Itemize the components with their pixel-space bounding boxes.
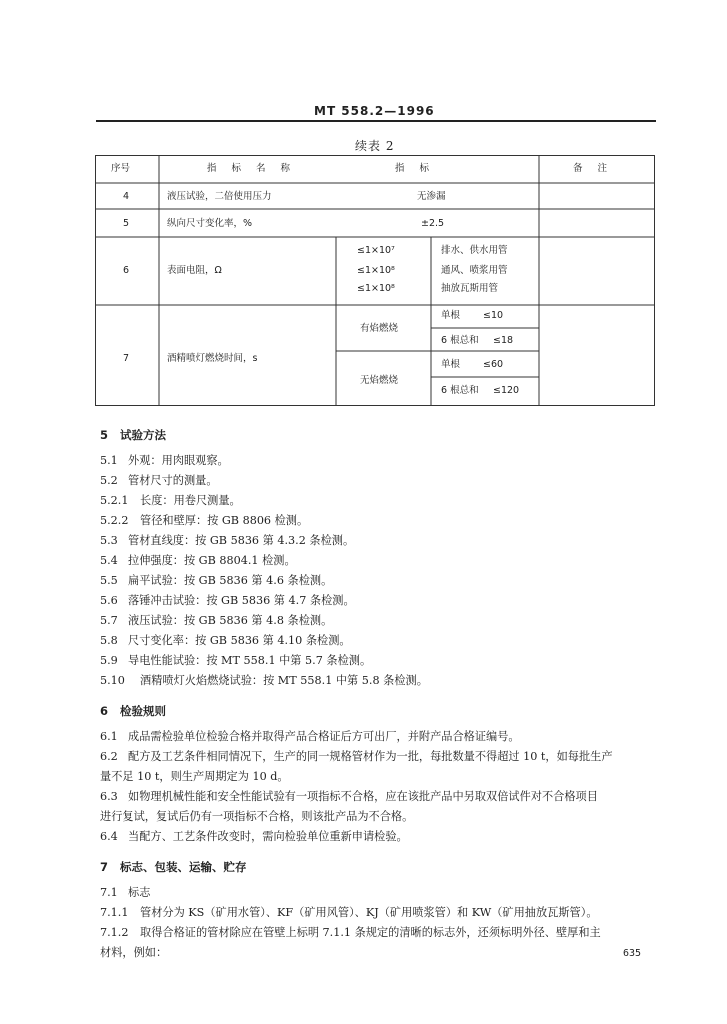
clause-6-3-cont (100, 810, 413, 824)
row-7-no: 7 (123, 353, 130, 364)
row-7-flameless-label: 无焰燃烧 (360, 375, 399, 386)
clause-5-9 (100, 654, 371, 668)
clause-text: 配方及工艺条件相同情况下，生产的同一规格管材作为一批，每批数量不得超过 10 t，如每批生产 (128, 750, 613, 763)
row-6-use-2: 通风、喷浆用管 (441, 265, 508, 276)
clause-text: 当配方、工艺条件改变时，需向检验单位重新申请检验。 (128, 830, 408, 843)
clause-number: 5.5 (100, 574, 118, 587)
row-7-flame-single-value: ≤10 (483, 310, 504, 321)
clause-text: 外观：用肉眼观察。 (128, 454, 229, 467)
col-header-indicator: 指 标 (395, 163, 436, 174)
clause-text: 成品需检验单位检验合格并取得产品合格证后方可出厂，并附产品合格证编号。 (128, 730, 520, 743)
clause-7-1-2-cont (100, 946, 167, 960)
standard-number-header: MT 558.2—1996 (314, 104, 435, 118)
clause-number: 5.2.2 (100, 514, 129, 527)
clause-text: 酒精喷灯火焰燃烧试验：按 MT 558.1 中第 5.8 条检测。 (140, 674, 428, 687)
row-7-flameless-total-label: 6 根总和 (441, 385, 479, 396)
row-6-limit-2: ≤1×10⁸ (357, 265, 395, 276)
clause-number: 7.1.1 (100, 906, 129, 919)
clause-number: 7.1 (100, 886, 118, 899)
section-6-heading (100, 704, 166, 718)
section-5-number: 5 (100, 428, 109, 442)
row-6-name: 表面电阻，Ω (167, 265, 222, 276)
indicator-table (95, 155, 655, 406)
row-5-no: 5 (123, 218, 130, 229)
section-6-number: 6 (100, 704, 109, 718)
clause-5-8 (100, 634, 351, 648)
clause-5-1 (100, 454, 229, 468)
clause-text: 材料，例如： (100, 946, 168, 959)
row-7-flame-total-label: 6 根总和 (441, 335, 479, 346)
row-6-limit-1: ≤1×10⁷ (357, 245, 395, 256)
clause-5-3 (100, 534, 354, 548)
row-4-value: 无渗漏 (417, 191, 446, 202)
clause-number: 5.4 (100, 554, 118, 567)
header-rule (96, 120, 656, 122)
row-6-use-3: 抽放瓦斯用管 (441, 283, 499, 294)
row-7-flameless-total-value: ≤120 (493, 385, 520, 396)
clause-text: 尺寸变化率：按 GB 5836 第 4.10 条检测。 (128, 634, 351, 647)
clause-number: 6.4 (100, 830, 118, 843)
clause-text: 管材尺寸的测量。 (128, 474, 218, 487)
row-5-value: ±2.5 (421, 218, 445, 229)
clause-number: 5.7 (100, 614, 118, 627)
clause-6-4 (100, 830, 408, 844)
clause-5-10 (100, 674, 428, 688)
clause-5-4 (100, 554, 296, 568)
clause-5-2 (100, 474, 218, 488)
clause-number: 5.3 (100, 534, 118, 547)
clause-number: 5.6 (100, 594, 118, 607)
row-7-flame-single-label: 单根 (441, 310, 461, 321)
row-4-no: 4 (123, 191, 130, 202)
row-7-flame-label: 有焰燃烧 (360, 323, 399, 334)
clause-7-1-2 (100, 926, 601, 940)
row-6-no: 6 (123, 265, 130, 276)
clause-number: 6.2 (100, 750, 118, 763)
row-4-name: 液压试验，二倍使用压力 (167, 191, 272, 202)
clause-7-1 (100, 886, 150, 900)
row-6-use-1: 排水、供水用管 (441, 245, 508, 256)
clause-text: 取得合格证的管材除应在管壁上标明 7.1.1 条规定的清晰的标志外，还须标明外径、壁厚和主 (140, 926, 601, 939)
row-7-flameless-single-label: 单根 (441, 359, 461, 370)
clause-text: 标志 (128, 886, 151, 899)
clause-text: 拉伸强度：按 GB 8804.1 检测。 (128, 554, 296, 567)
clause-5-6 (100, 594, 355, 608)
clause-text: 管径和壁厚：按 GB 8806 检测。 (140, 514, 309, 527)
clause-number: 5.10 (100, 674, 125, 687)
clause-text: 扁平试验：按 GB 5836 第 4.6 条检测。 (128, 574, 333, 587)
row-7-name: 酒精喷灯燃烧时间，s (167, 353, 258, 364)
section-7-title: 标志、包装、运输、贮存 (120, 860, 247, 874)
row-6-limit-3: ≤1×10⁸ (357, 283, 395, 294)
page-number: 635 (623, 948, 642, 959)
clause-number: 5.2 (100, 474, 118, 487)
clause-7-1-1 (100, 906, 598, 920)
clause-5-7 (100, 614, 332, 628)
clause-text: 管材分为 KS（矿用水管）、KF（矿用风管）、KJ（矿用喷浆管）和 KW（矿用抽放瓦斯管）。 (140, 906, 598, 919)
clause-text: 液压试验：按 GB 5836 第 4.8 条检测。 (128, 614, 333, 627)
col-header-name: 指 标 名 称 (207, 163, 297, 174)
clause-6-1 (100, 730, 520, 744)
clause-6-2 (100, 750, 613, 764)
table-caption: 续表 2 (355, 139, 395, 153)
clause-number: 6.3 (100, 790, 118, 803)
clause-number: 7.1.2 (100, 926, 129, 939)
row-7-flameless-single-value: ≤60 (483, 359, 504, 370)
col-header-remarks: 备 注 (573, 163, 614, 174)
clause-text: 如物理机械性能和安全性能试验有一项指标不合格，应在该批产品中另取双倍试件对不合格项目 (128, 790, 598, 803)
clause-5-5 (100, 574, 332, 588)
clause-text: 量不足 10 t，则生产周期定为 10 d。 (100, 770, 289, 783)
section-7-number: 7 (100, 860, 109, 874)
section-6-title: 检验规则 (120, 704, 166, 718)
clause-6-2-cont (100, 770, 289, 784)
clause-text: 导电性能试验：按 MT 558.1 中第 5.7 条检测。 (128, 654, 372, 667)
section-7-heading (100, 860, 247, 874)
clause-number: 5.9 (100, 654, 118, 667)
col-header-no: 序号 (111, 163, 131, 174)
section-5-title: 试验方法 (120, 428, 166, 442)
clause-text: 进行复试，复试后仍有一项指标不合格，则该批产品为不合格。 (100, 810, 414, 823)
clause-text: 管材直线度：按 GB 5836 第 4.3.2 条检测。 (128, 534, 355, 547)
section-5-heading (100, 428, 166, 442)
clause-number: 5.2.1 (100, 494, 129, 507)
row-5-name: 纵向尺寸变化率，% (167, 218, 253, 229)
clause-5-2-1 (100, 494, 241, 508)
clause-text: 落锤冲击试验：按 GB 5836 第 4.7 条检测。 (128, 594, 355, 607)
clause-number: 6.1 (100, 730, 118, 743)
clause-text: 长度：用卷尺测量。 (140, 494, 241, 507)
clause-number: 5.1 (100, 454, 118, 467)
clause-number: 5.8 (100, 634, 118, 647)
clause-6-3 (100, 790, 598, 804)
clause-5-2-2 (100, 514, 308, 528)
row-7-flame-total-value: ≤18 (493, 335, 514, 346)
